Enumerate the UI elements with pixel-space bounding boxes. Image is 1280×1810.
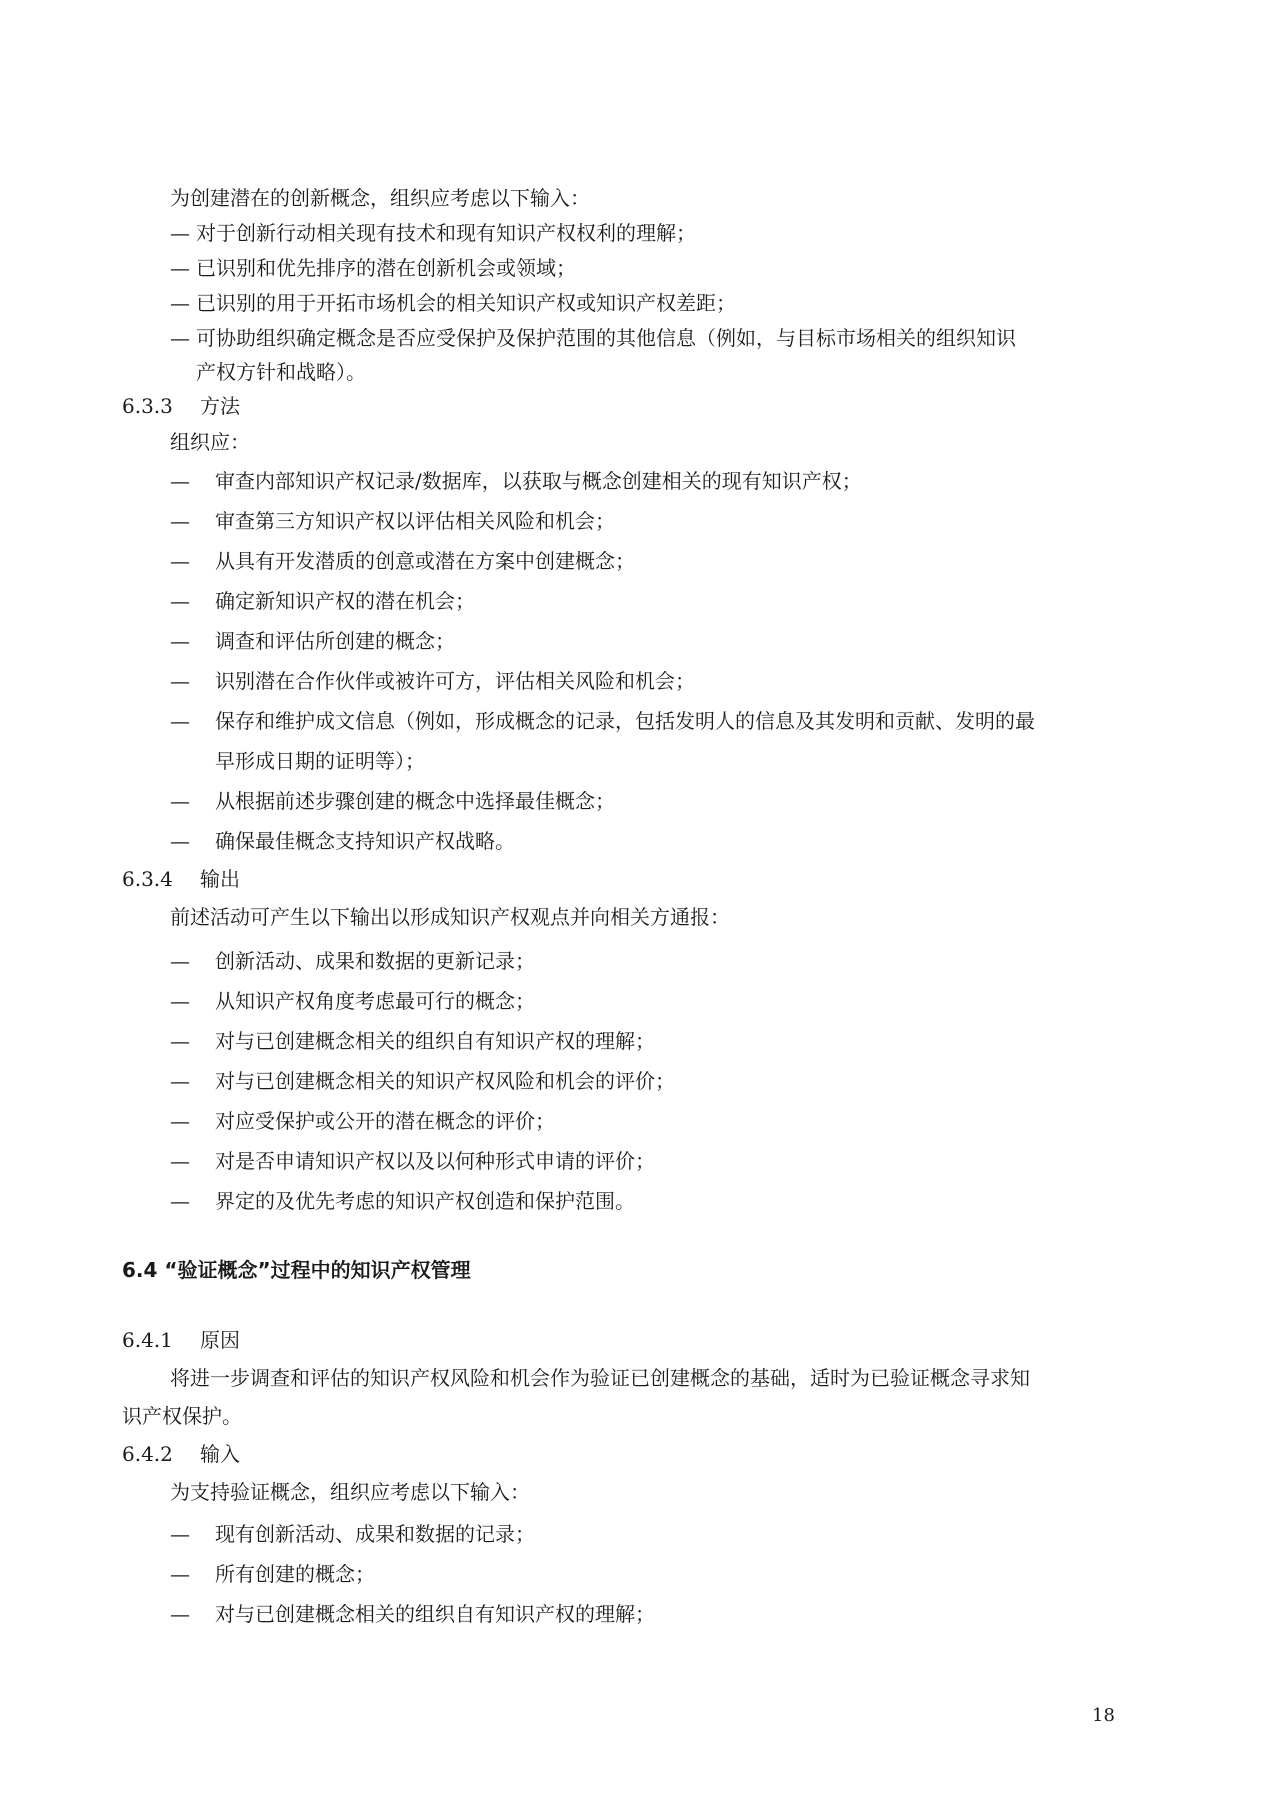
dash-bullet: — (170, 789, 190, 813)
dash-bullet: — (170, 589, 190, 613)
intro-paragraph: 为创建潜在的创新概念，组织应考虑以下输入： (170, 186, 590, 210)
s633-item-4: 确定新知识产权的潜在机会； (215, 589, 475, 613)
s633-item-7: 保存和维护成文信息（例如，形成概念的记录，包括发明人的信息及其发明和贡献、发明的最 (215, 709, 1035, 733)
input-item-4: 可协助组织确定概念是否应受保护及保护范围的其他信息（例如，与目标市场相关的组织知识 (196, 326, 1016, 350)
s634-item-4: 对与已创建概念相关的知识产权风险和机会的评价； (215, 1069, 675, 1093)
dash-bullet: — (170, 629, 190, 653)
section-title: 输入 (200, 1442, 240, 1466)
dash-bullet: — (170, 1109, 190, 1133)
s633-item-9: 确保最佳概念支持知识产权战略。 (215, 829, 515, 853)
s633-item-6: 识别潜在合作伙伴或被许可方，评估相关风险和机会； (215, 669, 695, 693)
s633-item-3: 从具有开发潜质的创意或潜在方案中创建概念； (215, 549, 635, 573)
s634-item-5: 对应受保护或公开的潜在概念的评价； (215, 1109, 555, 1133)
dash-bullet: — (170, 709, 190, 733)
dash-bullet: — (170, 326, 190, 350)
s633-item-2: 审查第三方知识产权以评估相关风险和机会； (215, 509, 615, 533)
s641-paragraph-continuation: 识产权保护。 (122, 1404, 242, 1428)
s634-item-1: 创新活动、成果和数据的更新记录； (215, 949, 535, 973)
dash-bullet: — (170, 221, 190, 245)
dash-bullet: — (170, 291, 190, 315)
dash-bullet: — (170, 1029, 190, 1053)
section-heading-6-4-2 (122, 1440, 240, 1468)
s634-lead: 前述活动可产生以下输出以形成知识产权观点并向相关方通报： (170, 905, 730, 929)
s633-item-5: 调查和评估所创建的概念； (215, 629, 455, 653)
s633-item-1: 审查内部知识产权记录/数据库，以获取与概念创建相关的现有知识产权； (215, 469, 862, 493)
page-number: 18 (1092, 1705, 1115, 1726)
dash-bullet: — (170, 549, 190, 573)
section-title: 输出 (200, 867, 240, 891)
section-heading-6-3-4 (122, 865, 240, 893)
s633-item-7-continuation: 早形成日期的证明等）； (215, 749, 425, 773)
section-number: 6.4.2 (122, 1442, 173, 1466)
section-number: 6.3.4 (122, 867, 173, 891)
dash-bullet: — (170, 469, 190, 493)
s641-paragraph: 将进一步调查和评估的知识产权风险和机会作为验证已创建概念的基础，适时为已验证概念寻求知 (170, 1366, 1030, 1390)
s634-item-2: 从知识产权角度考虑最可行的概念； (215, 989, 535, 1013)
s633-lead: 组织应： (170, 430, 250, 454)
dash-bullet: — (170, 1069, 190, 1093)
s633-item-8: 从根据前述步骤创建的概念中选择最佳概念； (215, 789, 615, 813)
dash-bullet: — (170, 829, 190, 853)
section-number: 6.4.1 (122, 1328, 173, 1352)
dash-bullet: — (170, 1522, 190, 1546)
dash-bullet: — (170, 1602, 190, 1626)
section-heading-6-3-3 (122, 392, 240, 420)
section-title: 原因 (200, 1328, 240, 1352)
section-heading-6-4: 6.4 “验证概念”过程中的知识产权管理 (122, 1258, 471, 1282)
s634-item-7: 界定的及优先考虑的知识产权创造和保护范围。 (215, 1189, 635, 1213)
dash-bullet: — (170, 1189, 190, 1213)
dash-bullet: — (170, 949, 190, 973)
dash-bullet: — (170, 669, 190, 693)
dash-bullet: — (170, 1562, 190, 1586)
section-number: 6.3.3 (122, 394, 173, 418)
dash-bullet: — (170, 989, 190, 1013)
dash-bullet: — (170, 509, 190, 533)
s642-item-3: 对与已创建概念相关的组织自有知识产权的理解； (215, 1602, 655, 1626)
input-item-3: 已识别的用于开拓市场机会的相关知识产权或知识产权差距； (196, 291, 736, 315)
s634-item-6: 对是否申请知识产权以及以何种形式申请的评价； (215, 1149, 655, 1173)
s634-item-3: 对与已创建概念相关的组织自有知识产权的理解； (215, 1029, 655, 1053)
input-item-1: 对于创新行动相关现有技术和现有知识产权权利的理解； (196, 221, 696, 245)
dash-bullet: — (170, 1149, 190, 1173)
section-title: 方法 (200, 394, 240, 418)
s642-item-1: 现有创新活动、成果和数据的记录； (215, 1522, 535, 1546)
input-item-2: 已识别和优先排序的潜在创新机会或领域； (196, 256, 576, 280)
s642-lead: 为支持验证概念，组织应考虑以下输入： (170, 1480, 530, 1504)
section-heading-6-4-1 (122, 1326, 240, 1354)
s642-item-2: 所有创建的概念； (215, 1562, 375, 1586)
dash-bullet: — (170, 256, 190, 280)
input-item-4-continuation: 产权方针和战略）。 (196, 360, 366, 384)
